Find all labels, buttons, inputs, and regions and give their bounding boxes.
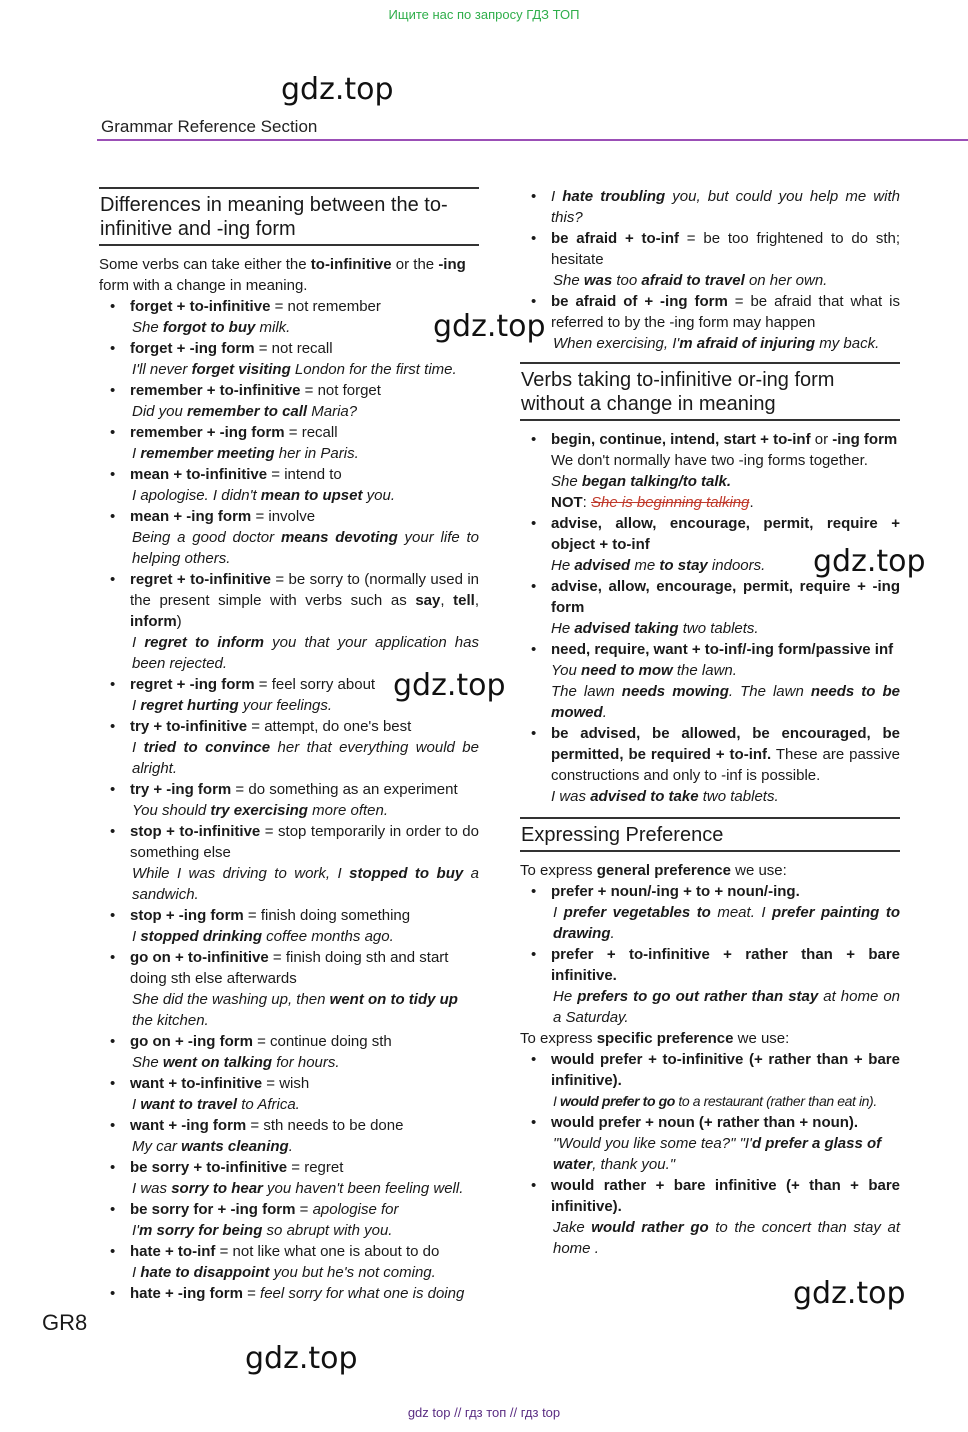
list-item: • mean + -ing form = involve Being a good doctor means devoting your life to helping others. (99, 506, 479, 569)
watermark: gdz.top (281, 72, 394, 107)
list-item: • stop + -ing form = finish doing something I stopped drinking coffee months ago. (99, 905, 479, 947)
left-intro: Some verbs can take either the to-infinitive or the -ing form with a change in meaning. (99, 256, 466, 294)
meaning-list (99, 296, 479, 1304)
list-item: • be advised, be allowed, be encouraged, be permitted, be required + to-inf. These are passive constructions and only to -inf is possible. I was advised to take two tablets. (520, 723, 900, 807)
list-item: • advise, allow, encourage, permit, require + object + to-inf He advised me to stay indoors. (520, 513, 900, 576)
watermark: gdz.top (813, 544, 926, 579)
list-item: • hate + to-inf = not like what one is about to do I hate to disappoint you but he's not coming. (99, 1241, 479, 1283)
watermark: gdz.top (793, 1276, 906, 1311)
list-item: • be sorry + to-infinitive = regret I was sorry to hear you haven't been feeling well. (99, 1157, 479, 1199)
list-item: • need, require, want + to-inf/-ing form/passive inf You need to mow the lawn. The lawn needs mowing. The lawn needs to be mowed. (520, 639, 900, 723)
section-header: Grammar Reference Section (101, 117, 318, 136)
right-title-preference: Expressing Preference (520, 817, 900, 852)
list-item: • want + -ing form = sth needs to be done My car wants cleaning. (99, 1115, 479, 1157)
list-item: • try + to-infinitive = attempt, do one's best I tried to convince her that everything would be alright. (99, 716, 479, 779)
top-note: Ищите нас по запросу ГДЗ ТОП (388, 7, 580, 22)
list-item: • I hate troubling you, but could you help me with this? (520, 186, 900, 228)
list-item: • remember + to-infinitive = not forget Did you remember to call Maria? (99, 380, 479, 422)
watermark: gdz.top (245, 1341, 358, 1376)
specific-preference-list (520, 1049, 900, 1259)
list-item: • prefer + to-infinitive + rather than + bare infinitive. He prefers to go out rather than stay at home on a Saturday. (520, 944, 900, 1028)
general-preference-list (520, 881, 900, 1028)
list-item: • regret + -ing form = feel sorry about I regret hurting your feelings. (99, 674, 479, 716)
list-item: • prefer + noun/-ing + to + noun/-ing. I prefer vegetables to meat. I prefer painting to drawing. (520, 881, 900, 944)
specific-preference-intro: To express specific preference we use: (520, 1030, 790, 1047)
right-column (520, 186, 900, 1259)
list-item: • forget + to-infinitive = not remember She forgot to buy milk. (99, 296, 479, 338)
page-number: GR8 (42, 1310, 88, 1335)
list-item: • be afraid + to-inf = be too frightened to do sth; hesitate She was too afraid to travel on her own. (520, 228, 900, 291)
list-item: • be afraid of + -ing form = be afraid that what is referred to by the -ing form may happen When exercising, I'm afraid of injuring my back. (520, 291, 900, 354)
list-item: • forget + -ing form = not recall I'll never forget visiting London for the first time. (99, 338, 479, 380)
list-item: • want + to-infinitive = wish I want to travel to Africa. (99, 1073, 479, 1115)
no-change-list (520, 429, 900, 807)
footer: gdz top // гдз топ // гдз top (407, 1405, 561, 1420)
right-title-no-change: Verbs taking to-infinitive or-ing form without a change in meaning (520, 362, 900, 421)
list-item: • go on + -ing form = continue doing sth She went on talking for hours. (99, 1031, 479, 1073)
general-preference-intro: To express general preference we use: (520, 862, 787, 879)
list-item: • would prefer + noun (+ rather than + noun). "Would you like some tea?" "I'd prefer a glass of water, thank you." (520, 1112, 900, 1175)
header-rule (97, 139, 968, 141)
list-item: • regret + to-infinitive = be sorry to (normally used in the present simple with verbs such as say, tell, inform) I regret to inform you that your application has been rejected. (99, 569, 479, 674)
list-item: • advise, allow, encourage, permit, require + -ing form He advised taking two tablets. (520, 576, 900, 639)
list-item: • be sorry for + -ing form = apologise for I'm sorry for being so abrupt with you. (99, 1199, 479, 1241)
left-column (99, 187, 479, 1304)
list-item: • mean + to-infinitive = intend to I apologise. I didn't mean to upset you. (99, 464, 479, 506)
list-item: • would rather + bare infinitive (+ than + bare infinitive). Jake would rather go to the concert than stay at home . (520, 1175, 900, 1259)
list-item: • stop + to-infinitive = stop temporarily in order to do something else While I was driving to work, I stopped to buy a sandwich. (99, 821, 479, 905)
list-item: • begin, continue, intend, start + to-inf or -ing form We don't normally have two -ing forms together. She began talking/to talk. NOT: She is beginning talking. (520, 429, 900, 513)
continued-list (520, 186, 900, 354)
watermark: gdz.top (393, 668, 506, 703)
list-item: • hate + -ing form = feel sorry for what one is doing (99, 1283, 479, 1304)
left-title: Differences in meaning between the to-infinitive and -ing form (99, 187, 479, 246)
list-item: • go on + to-infinitive = finish doing sth and start doing sth else afterwards She did the washing up, then went on to tidy up the kitchen. (99, 947, 479, 1031)
watermark: gdz.top (433, 309, 546, 344)
list-item: • try + -ing form = do something as an experiment You should try exercising more often. (99, 779, 479, 821)
list-item: • would prefer + to-infinitive (+ rather than + bare infinitive). I would prefer to go to a restaurant (rather than eat in). (520, 1049, 900, 1112)
list-item: • remember + -ing form = recall I remember meeting her in Paris. (99, 422, 479, 464)
